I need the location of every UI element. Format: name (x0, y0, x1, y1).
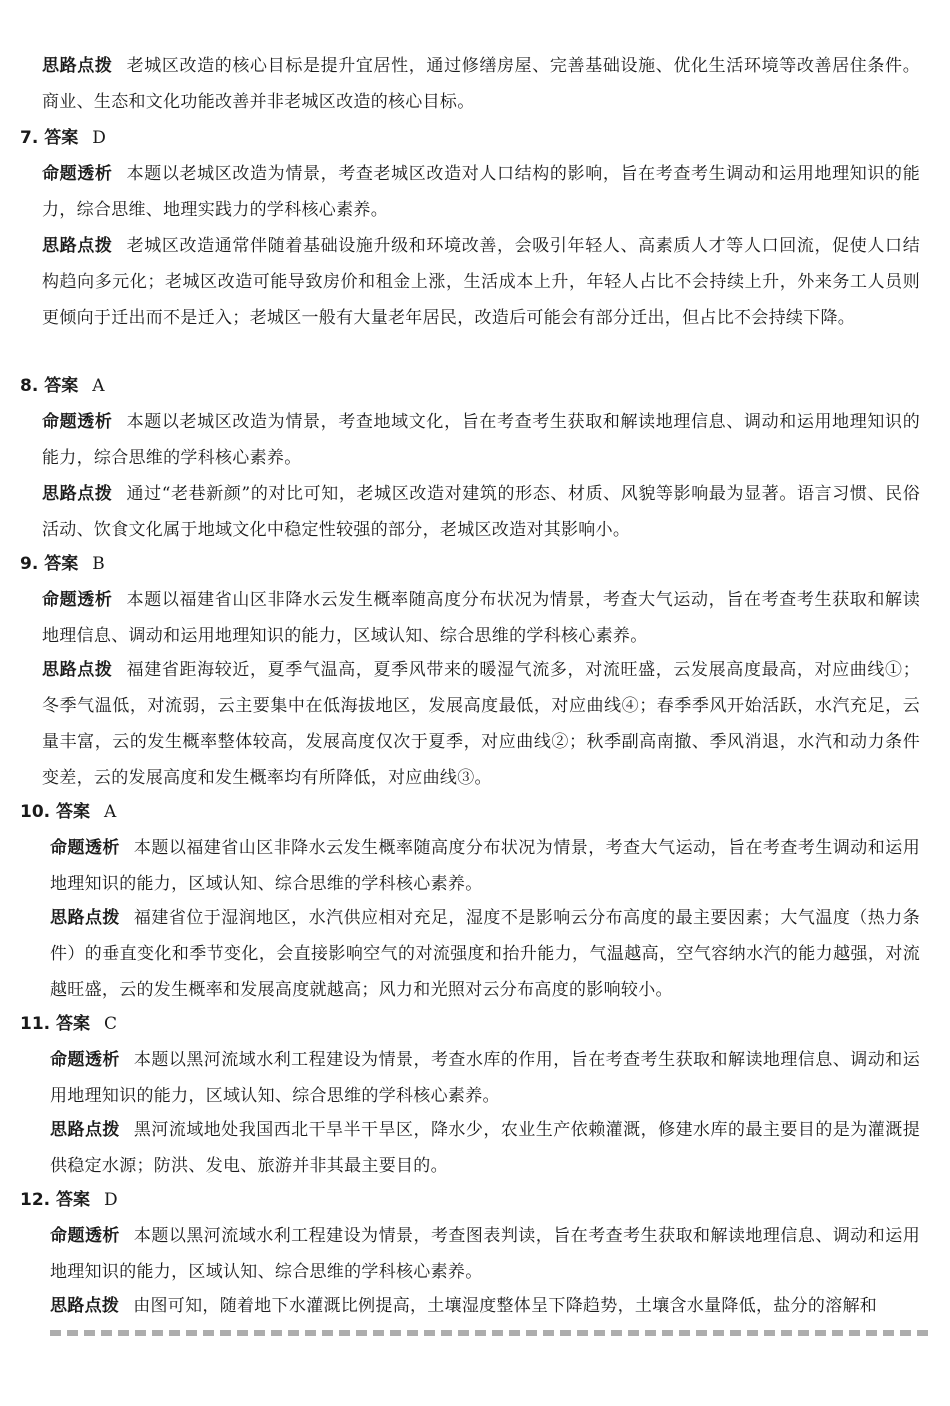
approach-label: 思路点拨 (42, 56, 113, 76)
question-number: 8. (20, 376, 39, 396)
analysis-label: 命题透析 (50, 1226, 120, 1246)
approach-label: 思路点拨 (50, 908, 120, 928)
q8-approach (0, 476, 950, 548)
approach-text: 老城区改造的核心目标是提升宜居性，通过修缮房屋、完善基础设施、优化生活环境等改善居住条件。商业、生态和文化功能改善并非老城区改造的核心目标。 (42, 56, 920, 112)
answer-label: 答案 (56, 1190, 91, 1210)
question-number: 9. (20, 554, 39, 574)
approach-text: 由图可知，随着地下水灌溉比例提高，土壤湿度整体呈下降趋势，土壤含水量降低，盐分的溶解和 (133, 1296, 878, 1316)
question-number: 12. (20, 1190, 51, 1210)
q9-approach (0, 652, 950, 796)
answer-label: 答案 (44, 376, 79, 396)
q7-analysis (0, 156, 950, 228)
analysis-label: 命题透析 (42, 164, 113, 184)
q11-analysis (0, 1042, 950, 1114)
answer-letter: D (104, 1190, 118, 1210)
answer-line (20, 546, 920, 582)
q8-analysis (0, 404, 950, 476)
q6-approach-fragment (0, 48, 950, 120)
analysis-label: 命题透析 (50, 838, 120, 858)
answer-letter: C (104, 1014, 118, 1034)
question-12 (0, 1182, 950, 1218)
analysis-text: 本题以福建省山区非降水云发生概率随高度分布状况为情景，考查大气运动，旨在考查考生调动和运用地理知识的能力，区域认知、综合思维的学科核心素养。 (50, 838, 921, 894)
q12-analysis (0, 1218, 950, 1290)
answer-line (20, 120, 920, 156)
question-9 (0, 546, 950, 582)
approach-label: 思路点拨 (42, 236, 113, 256)
approach-label: 思路点拨 (50, 1120, 120, 1140)
approach-label: 思路点拨 (42, 660, 113, 680)
analysis-label: 命题透析 (50, 1050, 120, 1070)
cropped-text-line (50, 1330, 930, 1336)
answer-letter: A (92, 376, 105, 396)
approach-text: 福建省距海较近，夏季气温高，夏季风带来的暖湿气流多，对流旺盛，云发展高度最高，对应曲线①；冬季气温低，对流弱，云主要集中在低海拔地区，发展高度最低，对应曲线④；春季季风开始活跃，水汽充足，云量丰富，云的发生概率整体较高，发展高度仅次于夏季，对应曲线②；秋季副高南撤、季风消退，水汽和动力条件变差，云的发展高度和发生概率均有所降低，对应曲线③。 (42, 660, 920, 788)
approach-text: 福建省位于湿润地区，水汽供应相对充足，湿度不是影响云分布高度的最主要因素；大气温度（热力条件）的垂直变化和季节变化，会直接影响空气的对流强度和抬升能力，气温越高，空气容纳水汽的能力越强，对流越旺盛，云的发生概率和发展高度就越高；风力和光照对云分布高度的影响较小。 (50, 908, 921, 1000)
approach-text: 通过“老巷新颜”的对比可知，老城区改造对建筑的形态、材质、风貌等影响最为显著。语言习惯、民俗活动、饮食文化属于地域文化中稳定性较强的部分，老城区改造对其影响小。 (42, 484, 920, 540)
q9-analysis (0, 582, 950, 654)
answer-letter: D (92, 128, 106, 148)
answer-letter: A (104, 802, 117, 822)
q10-approach (0, 900, 950, 1008)
q10-analysis (0, 830, 950, 902)
answer-label: 答案 (44, 554, 79, 574)
analysis-text: 本题以老城区改造为情景，考查地域文化，旨在考查考生获取和解读地理信息、调动和运用地理知识的能力，综合思维的学科核心素养。 (42, 412, 920, 468)
q11-approach (0, 1112, 950, 1184)
answer-label: 答案 (56, 1014, 91, 1034)
analysis-label: 命题透析 (42, 412, 113, 432)
approach-text: 黑河流域地处我国西北干旱半干旱区，降水少，农业生产依赖灌溉，修建水库的最主要目的是为灌溉提供稳定水源；防洪、发电、旅游并非其最主要目的。 (50, 1120, 921, 1176)
answer-letter: B (92, 554, 105, 574)
approach-text: 老城区改造通常伴随着基础设施升级和环境改善，会吸引年轻人、高素质人才等人口回流，促使人口结构趋向多元化；老城区改造可能导致房价和租金上涨，生活成本上升，年轻人占比不会持续上升，外来务工人员则更倾向于迁出而不是迁入；老城区一般有大量老年居民，改造后可能会有部分迁出，但占比不会持续下降。 (42, 236, 920, 328)
analysis-text: 本题以福建省山区非降水云发生概率随高度分布状况为情景，考查大气运动，旨在考查考生获取和解读地理信息、调动和运用地理知识的能力，区域认知、综合思维的学科核心素养。 (42, 590, 920, 646)
question-number: 11. (20, 1014, 51, 1034)
answer-label: 答案 (44, 128, 79, 148)
analysis-text: 本题以黑河流域水利工程建设为情景，考查图表判读，旨在考查考生获取和解读地理信息、调动和运用地理知识的能力，区域认知、综合思维的学科核心素养。 (50, 1226, 921, 1282)
question-8 (0, 368, 950, 404)
answer-line (20, 1182, 920, 1218)
question-11 (0, 1006, 950, 1042)
question-7 (0, 120, 950, 156)
approach-label: 思路点拨 (42, 484, 113, 504)
answer-label: 答案 (56, 802, 91, 822)
answer-line (20, 1006, 920, 1042)
question-number: 7. (20, 128, 39, 148)
q12-approach (0, 1288, 950, 1324)
analysis-text: 本题以老城区改造为情景，考查老城区改造对人口结构的影响，旨在考查考生调动和运用地理知识的能力，综合思维、地理实践力的学科核心素养。 (42, 164, 920, 220)
question-number: 10. (20, 802, 51, 822)
question-10 (0, 794, 950, 830)
answer-line (20, 368, 920, 404)
analysis-text: 本题以黑河流域水利工程建设为情景，考查水库的作用，旨在考查考生获取和解读地理信息、调动和运用地理知识的能力，区域认知、综合思维的学科核心素养。 (50, 1050, 921, 1106)
q7-approach (0, 228, 950, 336)
answer-line (20, 794, 920, 830)
analysis-label: 命题透析 (42, 590, 113, 610)
approach-label: 思路点拨 (50, 1296, 120, 1316)
